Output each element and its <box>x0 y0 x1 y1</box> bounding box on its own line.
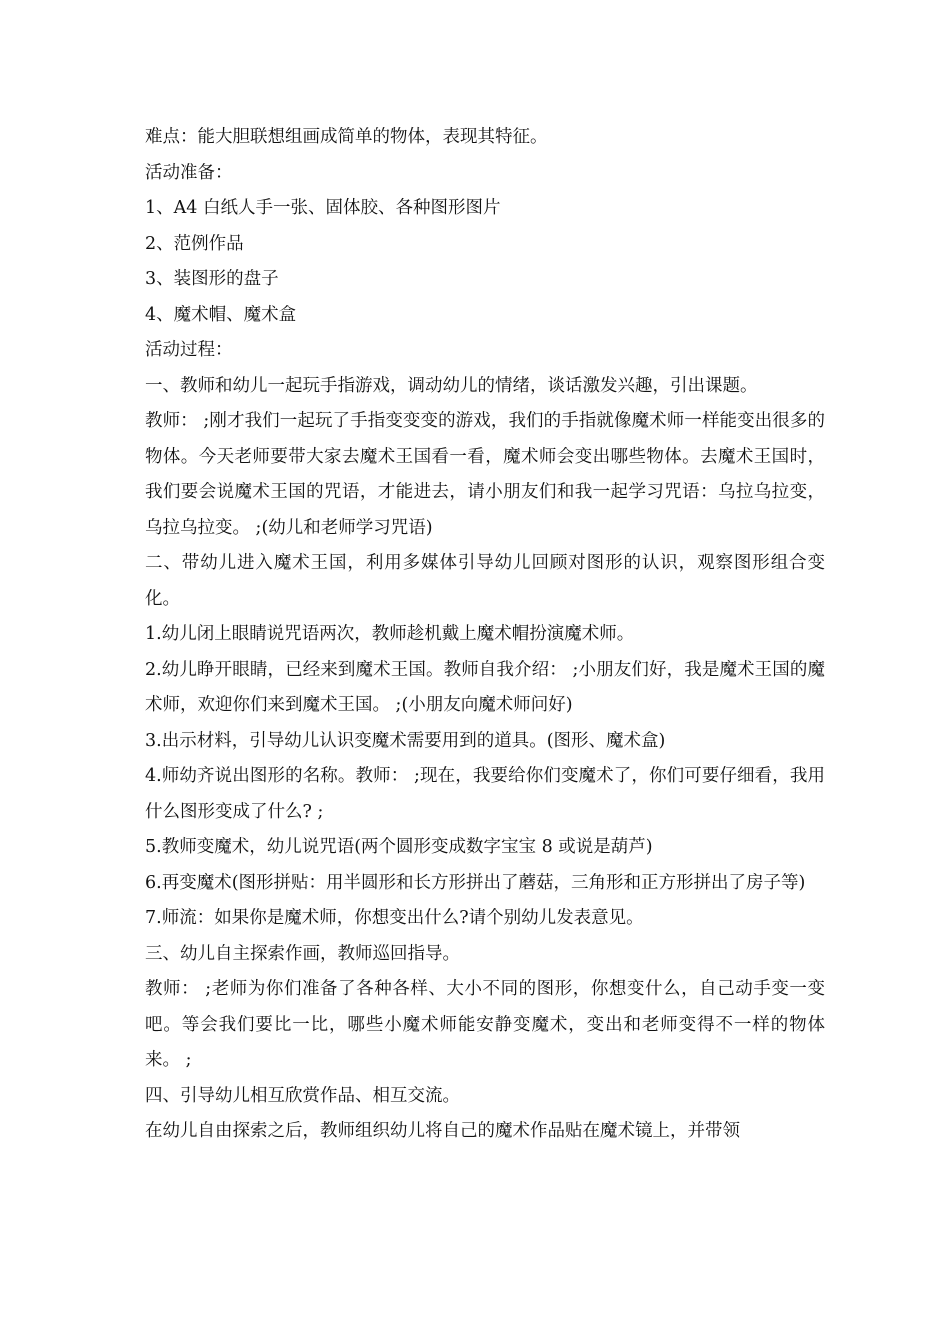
paragraph-substep-6: 6.再变魔术(图形拼贴：用半圆形和长方形拼出了蘑菇，三角形和正方形拼出了房子等) <box>145 872 806 893</box>
paragraph-step-1: 一、教师和幼儿一起玩手指游戏，调动幼儿的情绪，谈话激发兴趣，引出课题。 <box>145 375 758 396</box>
paragraph-substep-4: 4.师幼齐说出图形的名称。教师： ;现在，我要给你们变魔术了，你们可要仔细看，我用什么图形变成了什么? ; <box>145 766 825 822</box>
paragraph-step-2: 二、带幼儿进入魔术王国，利用多媒体引导幼儿回顾对图形的认识，观察图形组合变化。 <box>145 553 825 609</box>
paragraph-prep-item-3: 3、装图形的盘子 <box>145 269 279 289</box>
paragraph-step-4: 四、引导幼儿相互欣赏作品、相互交流。 <box>145 1085 460 1106</box>
paragraph-substep-5: 5.教师变魔术，幼儿说咒语(两个圆形变成数字宝宝 8 或说是葫芦) <box>145 837 653 857</box>
paragraph-prep-item-2: 2、范例作品 <box>145 233 244 254</box>
paragraph-teacher-speech-2: 教师： ;老师为你们准备了各种各样、大小不同的图形，你想变什么，自己动手变一变吧。等会我们要比一比，哪些小魔术师能安静变魔术，变出和老师变得不一样的物体来。 ; <box>145 979 825 1070</box>
paragraph-substep-1: 1.幼儿闭上眼睛说咒语两次，教师趁机戴上魔术帽扮演魔术师。 <box>145 624 635 644</box>
paragraph-substep-2: 2.幼儿睁开眼睛，已经来到魔术王国。教师自我介绍： ;小朋友们好，我是魔术王国的魔术师，欢迎你们来到魔术王国。 ;(小朋友向魔术师问好) <box>145 659 825 715</box>
paragraph-teacher-speech-1: 教师： ;刚才我们一起玩了手指变变变的游戏，我们的手指就像魔术师一样能变出很多的物体。今天老师要带大家去魔术王国看一看，魔术师会变出哪些物体。去魔术王国时，我们要会说魔术王国的咒语，才能进去，请小朋友们和我一起学习咒语：乌拉乌拉变，乌拉乌拉变。 ;(幼儿和老师学习咒语) <box>145 411 825 538</box>
paragraph-substep-7: 7.师流：如果你是魔术师，你想变出什么?请个别幼儿发表意见。 <box>145 908 644 928</box>
paragraph-step-3: 三、幼儿自主探索作画，教师巡回指导。 <box>145 943 460 964</box>
paragraph-prep-item-4: 4、魔术帽、魔术盒 <box>145 304 297 325</box>
paragraph-process-heading: 活动过程： <box>145 340 233 360</box>
paragraph-preparation-heading: 活动准备： <box>145 162 233 183</box>
paragraph-prep-item-1: 1、A4 白纸人手一张、固体胶、各种图形图片 <box>145 198 501 218</box>
paragraph-substep-3: 3.出示材料，引导幼儿认识变魔术需要用到的道具。(图形、魔术盒) <box>145 730 666 751</box>
document-body <box>145 120 825 1150</box>
paragraph-closing: 在幼儿自由探索之后，教师组织幼儿将自己的魔术作品贴在魔术镜上，并带领 <box>145 1121 740 1141</box>
paragraph-difficulty: 难点：能大胆联想组画成简单的物体，表现其特征。 <box>145 127 548 147</box>
